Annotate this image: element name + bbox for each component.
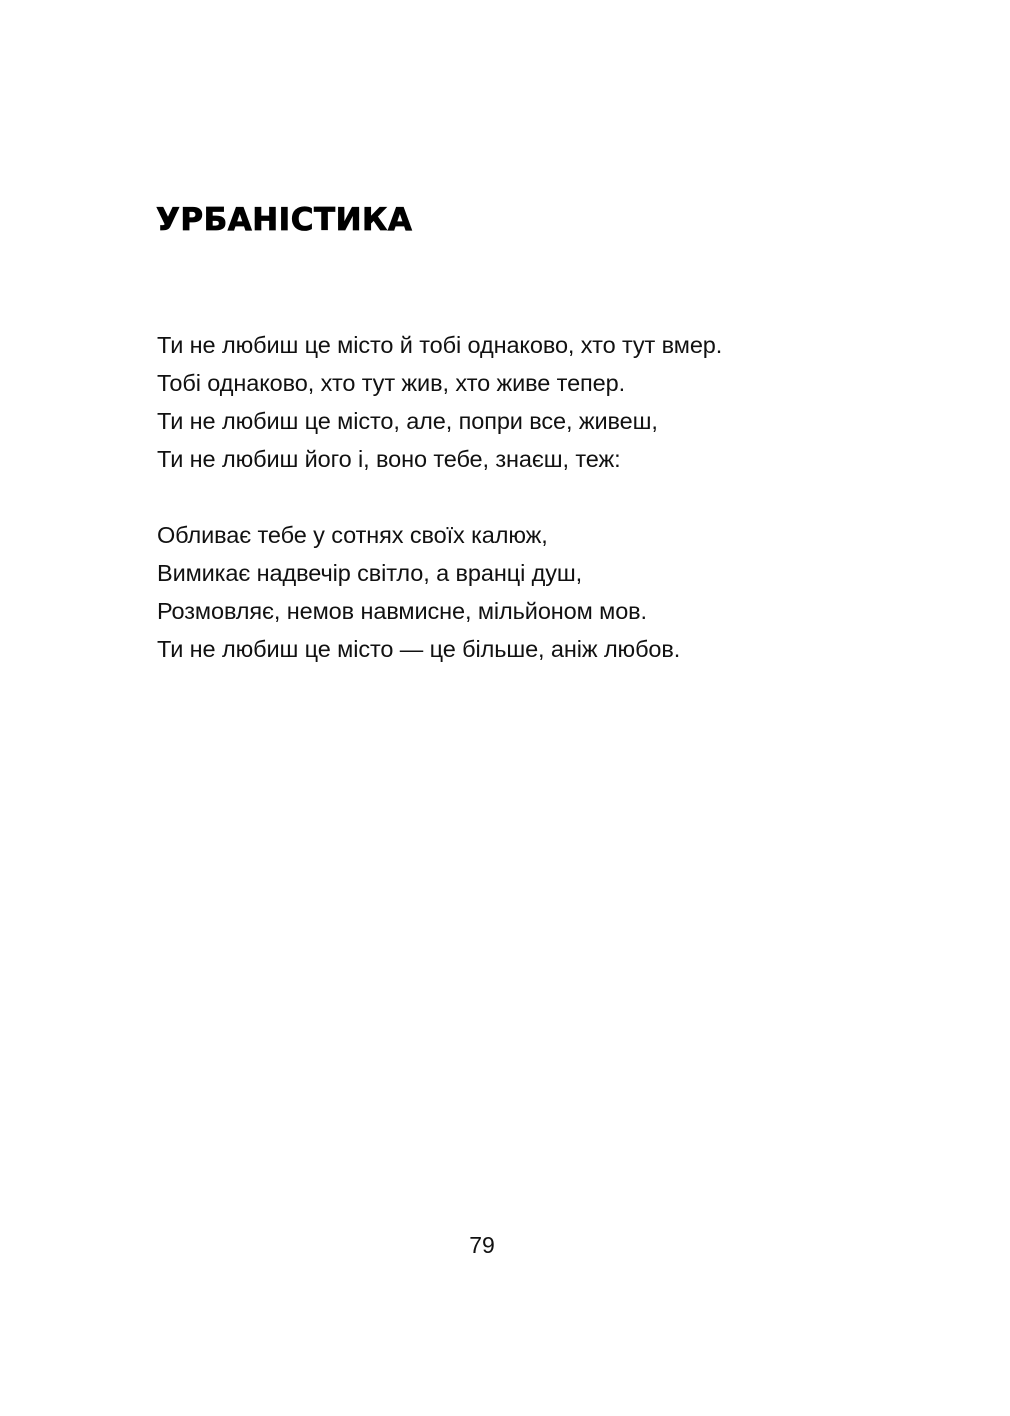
poem-line: Обливає тебе у сотнях своїх калюж, — [157, 522, 548, 548]
stanza-1 — [157, 326, 722, 478]
poem-line: Ти не любиш це місто, але, попри все, живеш, — [157, 408, 658, 434]
poem-line: Розмовляє, немов навмисне, мільйоном мов. — [157, 598, 647, 624]
stanza-2 — [157, 516, 680, 668]
poem-line: Тобі однаково, хто тут жив, хто живе тепер. — [157, 370, 626, 396]
poem-title: УРБАНІСТИКА — [156, 202, 413, 238]
poem-line: Ти не любиш його і, воно тебе, знаєш, теж: — [157, 446, 621, 472]
poem-line: Вимикає надвечір світло, а вранці душ, — [157, 560, 583, 586]
poem-line: Ти не любиш це місто й тобі однаково, хто тут вмер. — [157, 332, 723, 358]
poem-line: Ти не любиш це місто — це більше, аніж любов. — [157, 636, 681, 662]
page-number: 79 — [469, 1232, 495, 1258]
